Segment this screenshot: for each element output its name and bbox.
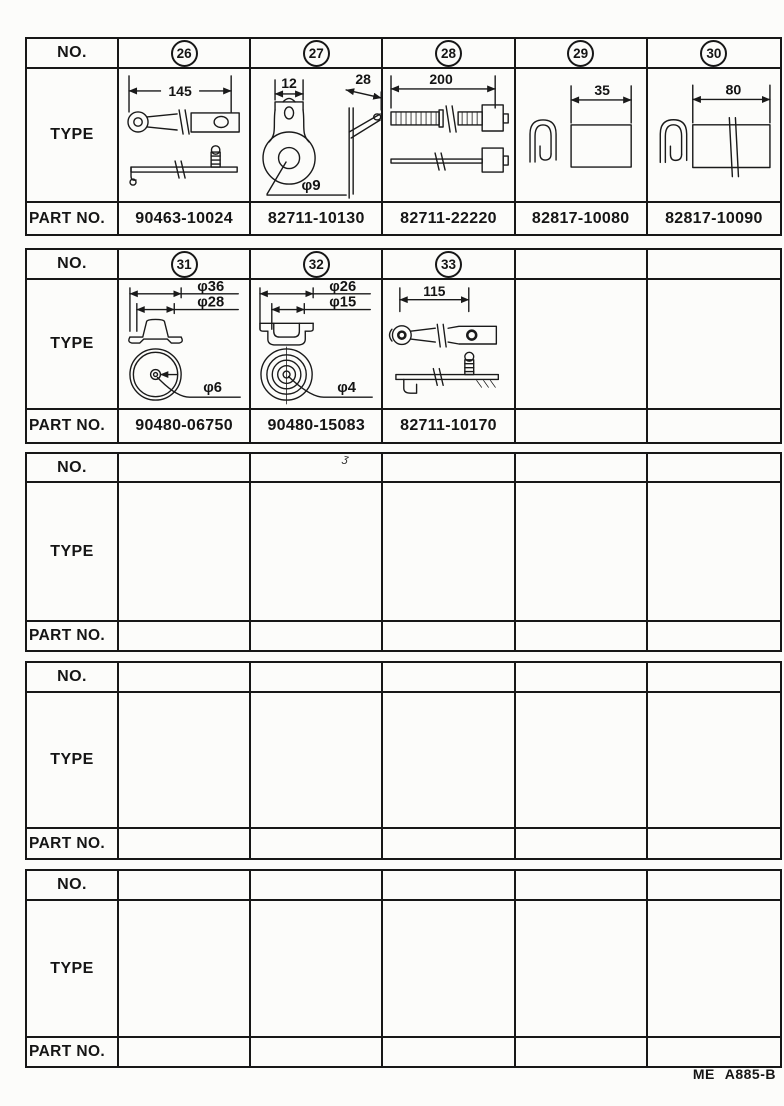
item-no-cell xyxy=(648,250,780,280)
dim-label: φ28 xyxy=(197,294,225,311)
row-header-type: TYPE xyxy=(27,280,119,410)
part-drawing-33-link-rod xyxy=(383,280,513,408)
item-no-cell xyxy=(383,250,515,280)
type-cell xyxy=(648,69,780,203)
item-no-cell xyxy=(648,39,780,69)
item-no-cell xyxy=(383,663,515,693)
type-cell xyxy=(516,280,648,410)
type-cell xyxy=(119,693,251,829)
dim-label: 115 xyxy=(423,283,446,299)
type-cell xyxy=(383,693,515,829)
item-no-cell xyxy=(251,454,383,483)
item-no-cell xyxy=(119,663,251,693)
row-header-no: NO. xyxy=(27,250,119,280)
parts-table-5 xyxy=(25,869,782,1068)
part-number xyxy=(516,410,648,442)
item-no-cell xyxy=(251,250,383,280)
part-number: 82711-22220 xyxy=(383,203,515,234)
part-number: 90463-10024 xyxy=(119,203,251,234)
row-header-part-no: PART NO. xyxy=(27,622,119,650)
page-code: ME A885-B xyxy=(692,1066,776,1082)
type-cell xyxy=(516,693,648,829)
part-number xyxy=(251,1038,383,1066)
row-header-type: TYPE xyxy=(27,693,119,829)
item-no-cell xyxy=(516,871,648,901)
part-number xyxy=(648,410,780,442)
type-cell xyxy=(251,693,383,829)
item-no-cell xyxy=(251,39,383,69)
type-cell xyxy=(383,280,515,410)
item-number-32: 32 xyxy=(303,251,330,278)
part-drawing-32-plug xyxy=(251,280,381,408)
row-header-no: NO. xyxy=(27,871,119,901)
item-no-cell xyxy=(119,250,251,280)
item-no-cell xyxy=(383,454,515,483)
dim-label: φ15 xyxy=(329,294,357,311)
item-number-27: 27 xyxy=(303,40,330,67)
type-cell xyxy=(516,483,648,622)
dim-label: φ4 xyxy=(337,380,357,397)
dim-label: φ6 xyxy=(203,380,223,397)
dim-label: 80 xyxy=(725,82,742,99)
item-number-28: 28 xyxy=(435,40,462,67)
dim-label: φ9 xyxy=(301,177,321,195)
item-no-cell xyxy=(119,871,251,901)
item-no-cell xyxy=(383,39,515,69)
type-cell xyxy=(251,483,383,622)
type-cell xyxy=(251,69,383,203)
part-number xyxy=(516,622,648,650)
item-no-cell xyxy=(516,250,648,280)
type-cell xyxy=(119,901,251,1038)
part-number: 82817-10080 xyxy=(516,203,648,234)
row-header-type: TYPE xyxy=(27,901,119,1038)
part-number: 82711-10170 xyxy=(383,410,515,442)
part-number: 82817-10090 xyxy=(665,209,763,227)
type-cell xyxy=(383,483,515,622)
row-header-part-no: PART NO. xyxy=(27,203,119,234)
item-no-cell xyxy=(516,454,648,483)
part-number xyxy=(383,622,515,650)
item-no-cell xyxy=(516,663,648,693)
parts-table-4 xyxy=(25,661,782,860)
type-cell xyxy=(648,483,780,622)
dim-label: 200 xyxy=(429,70,454,87)
item-no-cell xyxy=(119,454,251,483)
item-no-cell xyxy=(251,663,383,693)
row-header-part-no: PART NO. xyxy=(27,410,119,442)
part-number xyxy=(251,829,383,858)
part-number xyxy=(648,829,780,858)
part-number xyxy=(251,622,383,650)
dim-label: 35 xyxy=(593,81,610,98)
item-number-30: 30 xyxy=(700,40,727,67)
row-header-part-no: PART NO. xyxy=(27,1038,119,1066)
part-drawing-26-link-rod xyxy=(119,69,249,201)
item-no-cell xyxy=(648,663,780,693)
parts-table-3 xyxy=(25,452,782,652)
item-no-cell xyxy=(648,871,780,901)
type-cell xyxy=(516,69,648,203)
item-no-cell xyxy=(251,871,383,901)
part-drawing-28-cable-rod xyxy=(383,69,513,201)
dim-label: φ26 xyxy=(329,280,357,295)
row-header-no: NO. xyxy=(27,663,119,693)
dim-label: φ36 xyxy=(197,280,225,295)
item-no-cell xyxy=(648,454,780,483)
type-cell xyxy=(119,483,251,622)
item-number-31: 31 xyxy=(171,251,198,278)
part-number xyxy=(383,1038,515,1066)
type-cell xyxy=(119,69,251,203)
part-number xyxy=(383,829,515,858)
item-no-cell xyxy=(516,39,648,69)
part-number xyxy=(119,829,251,858)
row-header-type: TYPE xyxy=(27,69,119,203)
parts-table-2 xyxy=(25,248,782,444)
type-cell xyxy=(648,280,780,410)
part-number xyxy=(516,1038,648,1066)
row-header-part-no: PART NO. xyxy=(27,829,119,858)
part-number xyxy=(119,622,251,650)
parts-table-1 xyxy=(25,37,782,236)
part-number: 90480-15083 xyxy=(251,410,383,442)
item-no-cell xyxy=(119,39,251,69)
dim-label: 28 xyxy=(355,70,372,87)
scan-smudge: ʒ xyxy=(341,452,350,466)
type-cell xyxy=(251,901,383,1038)
part-number xyxy=(648,1038,780,1066)
item-number-26: 26 xyxy=(171,40,198,67)
type-cell xyxy=(516,901,648,1038)
dim-label: 145 xyxy=(168,82,192,99)
type-cell xyxy=(648,693,780,829)
type-cell xyxy=(383,69,515,203)
row-header-no: NO. xyxy=(27,39,119,69)
type-cell xyxy=(251,280,383,410)
item-number-33: 33 xyxy=(435,251,462,278)
row-header-no: NO. xyxy=(27,454,119,483)
part-drawing-29-clip-pad xyxy=(516,69,646,201)
part-drawing-27-bracket xyxy=(251,69,381,201)
type-cell xyxy=(383,901,515,1038)
part-number: 90480-06750 xyxy=(119,410,251,442)
row-header-type: TYPE xyxy=(27,483,119,622)
part-drawing-31-grommet xyxy=(119,280,249,408)
type-cell xyxy=(119,280,251,410)
part-number: 82711-10130 xyxy=(251,203,383,234)
item-no-cell xyxy=(383,871,515,901)
dim-label: 12 xyxy=(281,74,298,91)
item-number-29: 29 xyxy=(567,40,594,67)
part-number xyxy=(119,1038,251,1066)
part-number xyxy=(648,622,780,650)
part-number xyxy=(516,829,648,858)
part-drawing-30-clip-pad xyxy=(648,69,780,201)
type-cell xyxy=(648,901,780,1038)
